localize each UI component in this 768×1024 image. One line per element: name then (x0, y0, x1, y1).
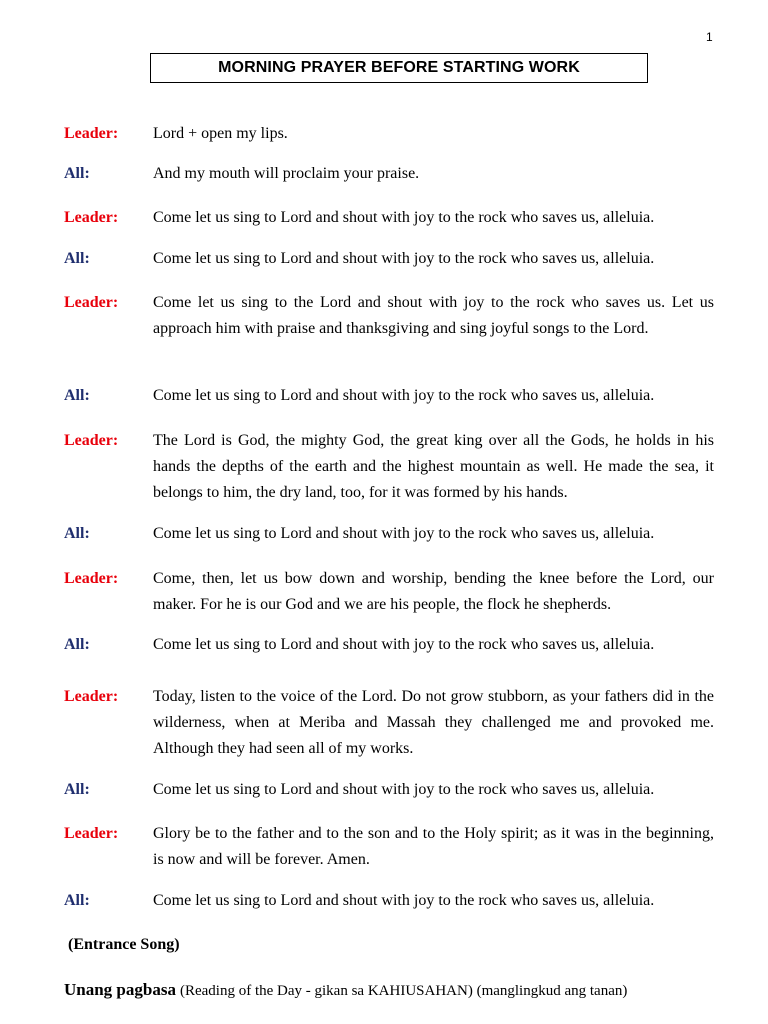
reading-heading (64, 980, 627, 1000)
role-label: Leader: (64, 125, 119, 142)
prayer-line (64, 684, 714, 762)
role-label: Leader: (64, 825, 119, 842)
role-label: Leader: (64, 209, 119, 226)
prayer-line (64, 821, 714, 873)
line-text: Come let us sing to Lord and shout with joy to the rock who saves us, alleluia. (153, 387, 655, 404)
prayer-line (64, 161, 714, 187)
role-label: All: (64, 387, 90, 404)
line-text: Glory be to the father and to the son and to the Holy spirit; as it was in the beginning, is now and will be forever. Amen. (153, 825, 714, 868)
line-text: Come let us sing to Lord and shout with joy to the rock who saves us, alleluia. (153, 636, 655, 653)
line-text: Come, then, let us bow down and worship, bending the knee before the Lord, our maker. For he is our God and we are his people, the flock he shepherds. (153, 570, 714, 613)
line-text: Come let us sing to Lord and shout with joy to the rock who saves us, alleluia. (153, 781, 655, 798)
role-label: Leader: (64, 570, 119, 587)
line-text: Come let us sing to Lord and shout with joy to the rock who saves us, alleluia. (153, 250, 655, 267)
line-text: And my mouth will proclaim your praise. (153, 165, 420, 182)
role-label: All: (64, 892, 90, 909)
prayer-line (64, 383, 714, 409)
reading-detail: (Reading of the Day - gikan sa KAHIUSAHAN) (manglingkud ang tanan) (179, 983, 628, 999)
prayer-line (64, 521, 714, 547)
role-label: Leader: (64, 294, 119, 311)
role-label: All: (64, 636, 90, 653)
prayer-line (64, 290, 714, 342)
entrance-song: (Entrance Song) (68, 936, 180, 953)
role-label: All: (64, 781, 90, 798)
reading-title: Unang pagbasa (64, 980, 176, 999)
page-title: MORNING PRAYER BEFORE STARTING WORK (150, 53, 648, 83)
line-text: Come let us sing to Lord and shout with joy to the rock who saves us, alleluia. (153, 892, 655, 909)
role-label: All: (64, 250, 90, 267)
role-label: Leader: (64, 688, 119, 705)
prayer-line (64, 428, 714, 506)
prayer-line (64, 888, 714, 914)
prayer-line (64, 121, 714, 147)
prayer-line (64, 777, 714, 803)
prayer-line (64, 566, 714, 618)
role-label: All: (64, 525, 90, 542)
line-text: Lord + open my lips. (153, 125, 288, 142)
role-label: Leader: (64, 432, 119, 449)
line-text: Today, listen to the voice of the Lord. Do not grow stubborn, as your fathers did in the wilderness, when at Meriba and Massah they challenged me and provoked me. Although they had seen all of my works. (153, 688, 714, 757)
line-text: Come let us sing to Lord and shout with joy to the rock who saves us, alleluia. (153, 525, 655, 542)
page-number: 1 (706, 30, 713, 44)
prayer-line (64, 205, 714, 231)
role-label: All: (64, 165, 90, 182)
line-text: The Lord is God, the mighty God, the great king over all the Gods, he holds in his hands the depths of the earth and the highest mountain as well. He made the sea, it belongs to him, the dry land, too, for it was formed by his hands. (153, 432, 714, 501)
prayer-line (64, 632, 714, 658)
line-text: Come let us sing to Lord and shout with joy to the rock who saves us, alleluia. (153, 209, 655, 226)
prayer-line (64, 246, 714, 272)
line-text: Come let us sing to the Lord and shout with joy to the rock who saves us. Let us approach him with praise and thanksgiving and sing joyful songs to the Lord. (153, 294, 714, 337)
